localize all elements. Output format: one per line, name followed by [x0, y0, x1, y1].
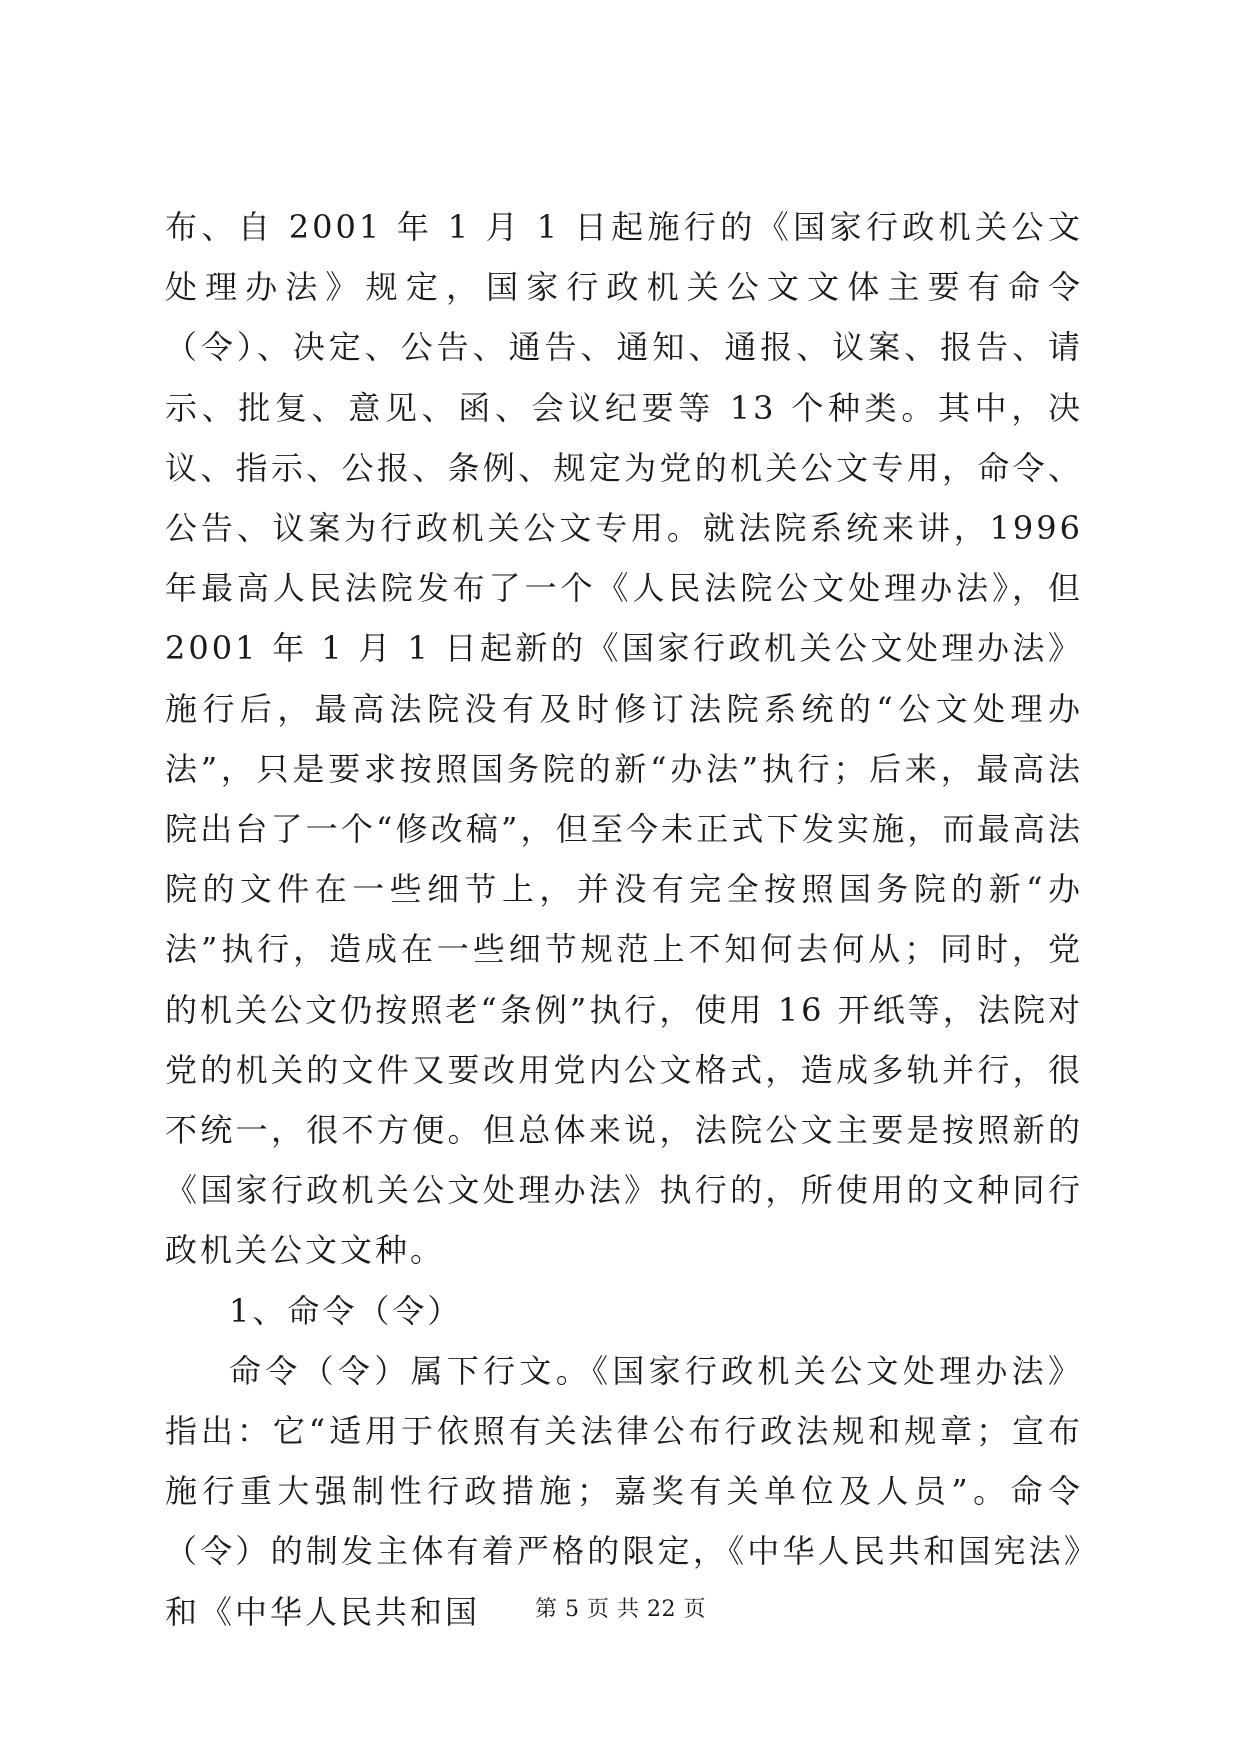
section-heading: 1、命令（令）	[229, 1291, 463, 1330]
page-number-indicator: 第 5 页 共 22 页	[535, 1597, 706, 1622]
body-paragraph-1: 布、自 2001 年 1 月 1 日起施行的《国家行政机关公文处理办法》规定，国家行政机关公文文体主要有命令（令）、决定、公告、通告、通知、通报、议案、报告、请示、批复、意见、函、会议纪要等 13 个种类。其中，决议、指示、公报、条例、规定为党的机关公文专用，命令、公告、议案为行政机关公文专用。就法院系统来讲，1996 年最高人民法院发布了一个《人民法院公文处理办法》，但 2001 年 1 月 1 日起新的《国家行政机关公文处理办法》施行后，最高法院没有及时修订法院系统的“公文处理办法”，只是要求按照国务院的新“办法”执行；后来，最高法院出台了一个“修改稿”，但至今未正式下发实施，而最高法院的文件在一些细节上，并没有完全按照国务院的新“办法”执行，造成在一些细节规范上不知何去何从；同时，党的机关公文仍按照老“条例”执行，使用 16 开纸等，法院对党的机关的文件又要改用党内公文格式，造成多轨并行，很不统一，很不方便。但总体来说，法院公文主要是按照新的《国家行政机关公文处理办法》执行的，所使用的文种同行政机关公文文种。	[165, 208, 1083, 1270]
section-paragraph: 命令（令）属下行文。《国家行政机关公文处理办法》指出：它“适用于依照有关法律公布行政法规和规章；宣布施行重大强制性行政措施；嘉奖有关单位及人员”。命令（令）的制发主体有着严格的限定，《中华人民共和国宪法》和《中华人民共和国	[165, 1351, 1083, 1631]
page-footer	[0, 1592, 1241, 1623]
document-body	[165, 197, 1083, 1642]
